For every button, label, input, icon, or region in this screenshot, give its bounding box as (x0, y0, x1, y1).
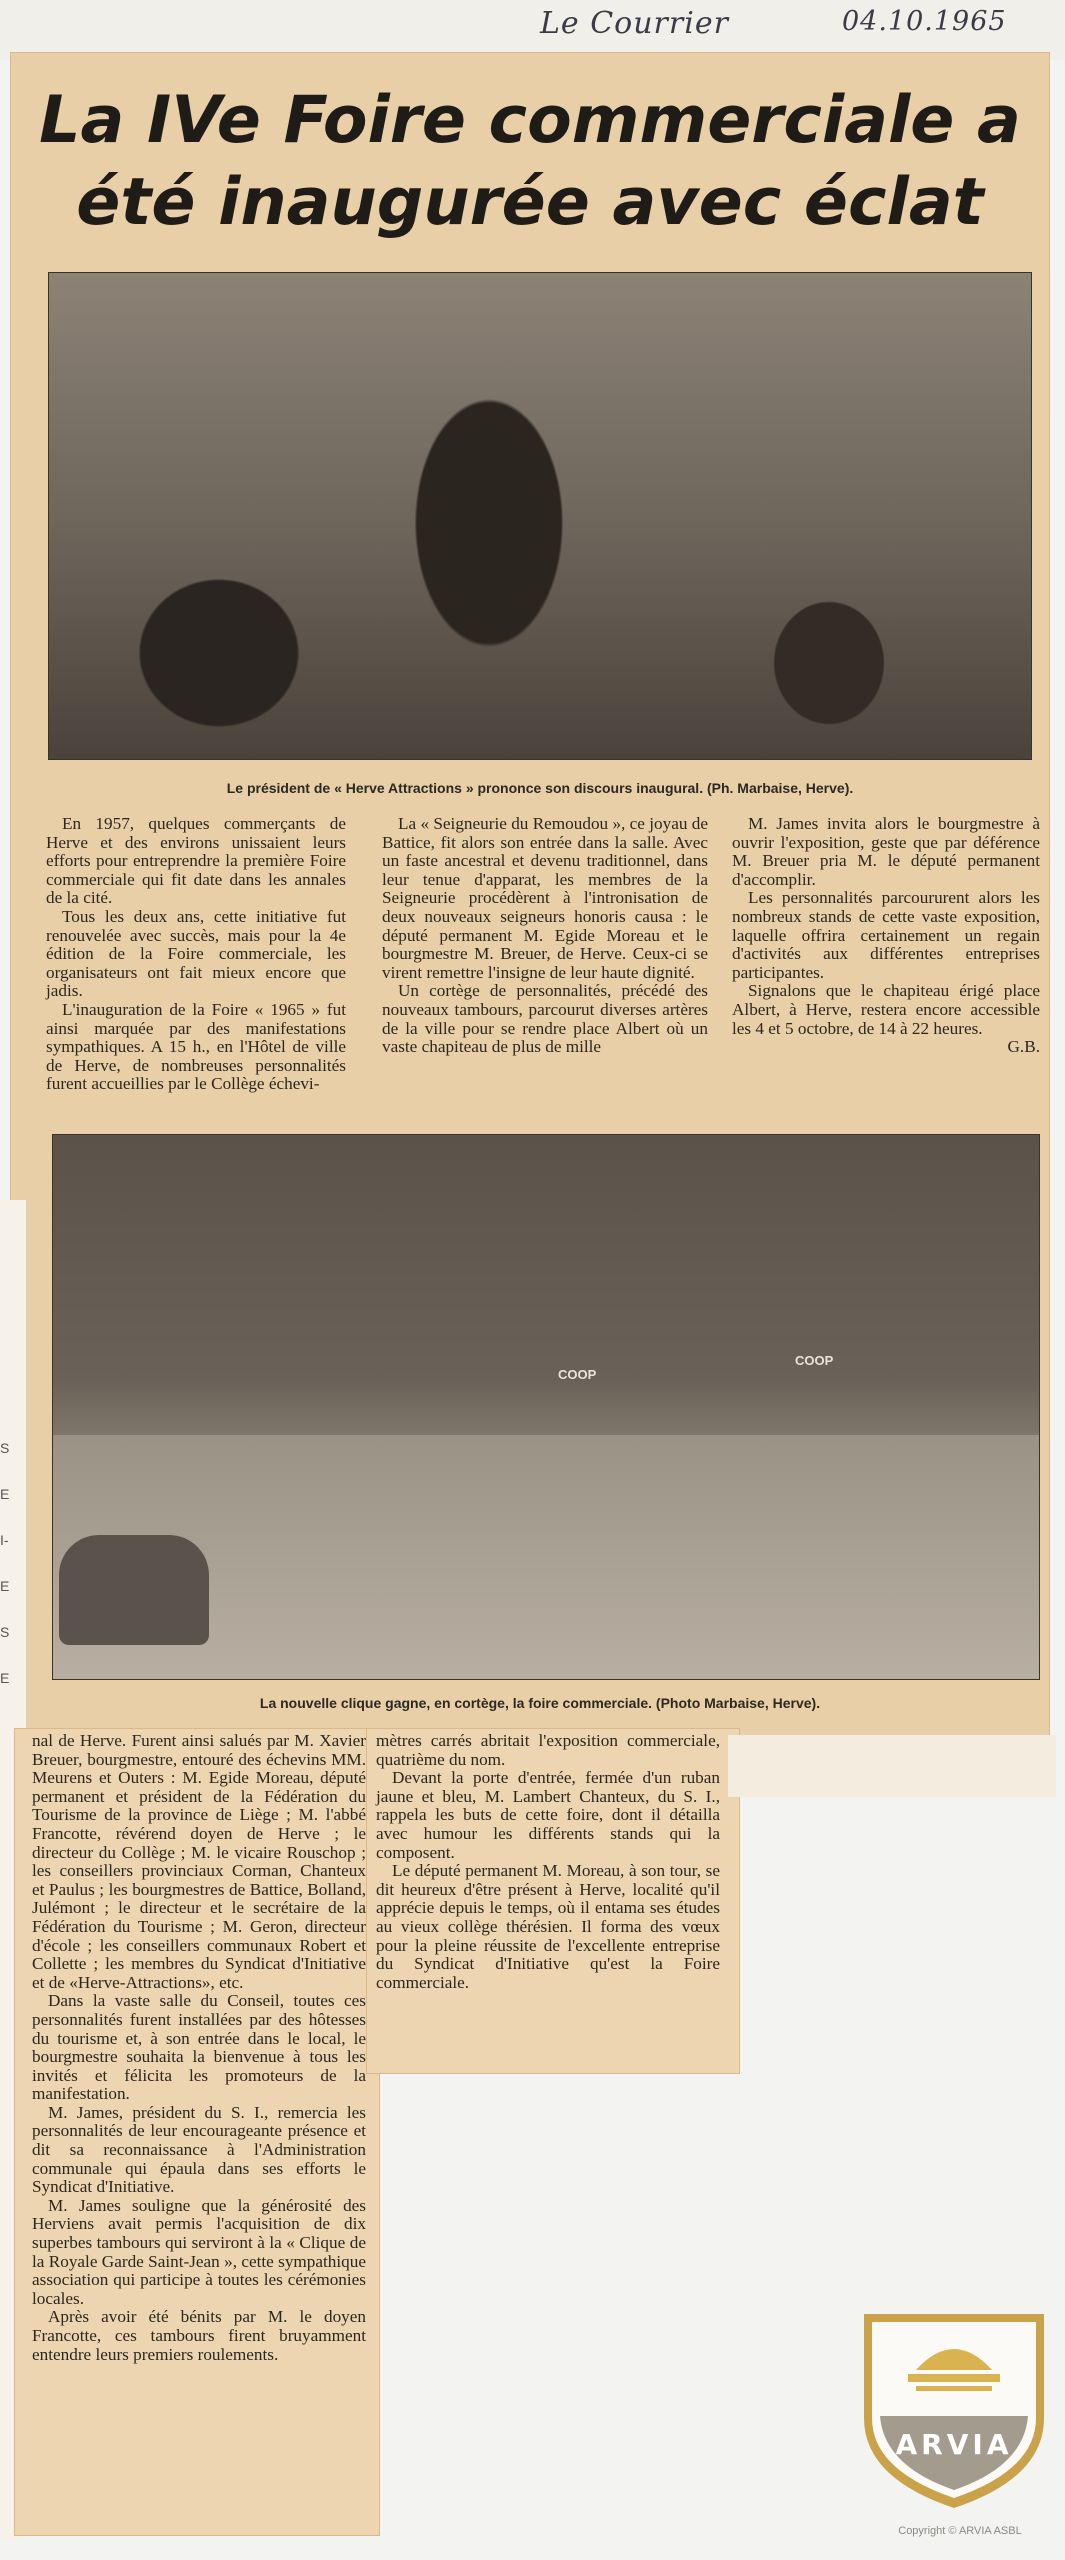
margin-mark: S (0, 1440, 10, 1456)
photo-inaugural-speech (48, 272, 1032, 760)
photo-caption-2: La nouvelle clique gagne, en cortège, la foire commerciale. (Photo Marbaise, Herve). (259, 1695, 821, 1711)
article-column-5 (376, 1732, 720, 1992)
shield-icon (856, 2308, 1052, 2512)
article-column-1 (46, 815, 346, 1094)
arvia-logo (856, 2308, 1052, 2512)
margin-mark: E (0, 1670, 10, 1686)
article-column-4 (32, 1732, 366, 2364)
photo-caption-1: Le président de « Herve Attractions » prononce son discours inaugural. (Ph. Marbaise, Herve). (226, 780, 854, 796)
shop-sign: COOP (795, 1353, 834, 1368)
paragraph: M. James, président du S. I., remercia les personnalités de leur encourageante présence et dit sa reconnaissance à l'Administration communale qui épaula dans ses efforts le Syndicat d'Initiative. (32, 2102, 366, 2197)
paper-fragment (728, 1735, 1056, 1797)
article-column-3 (732, 815, 1040, 1057)
paragraph: Le député permanent M. Moreau, à son tour, se dit heureux d'être présent à Herve, localité qu'il apprécie depuis le temps, où il entama ses études au vieux collège thérésien. Il forma des vœux pour la pleine réussite de l'excellente entreprise du Syndicat d'Initiative qu'est la Foire commerciale. (376, 1861, 720, 1992)
paragraph: M. James souligne que la générosité des Herviens avait permis l'acquisition de dix superbes tambours qui serviront à la « Clique de la Royale Garde Saint-Jean », cette sympathique association qui participe à toutes les cérémonies locales. (32, 2195, 366, 2308)
handwritten-date: 04.10.1965 (842, 6, 1007, 37)
article-headline: La IVe Foire commerciale a été inaugurée avec éclat (39, 83, 1021, 240)
paragraph: Dans la vaste salle du Conseil, toutes ces personnalités furent installées par des hôtesses du tourisme et, à son entrée dans le local, le bourgmestre souhaita la bienvenue à tous les invités et félicita les promoteurs de la manifestation. (32, 1991, 366, 2104)
article-column-2 (382, 815, 708, 1057)
margin-mark: E (0, 1578, 10, 1594)
paragraph: L'inauguration de la Foire « 1965 » fut ainsi marquée par des manifestations sympathiques. A 15 h., en l'Hôtel de ville de Herve, de nombreuses personnalités furent accueillies par le Collège échevi- (46, 999, 346, 1094)
margin-mark: E (0, 1486, 10, 1502)
logo-text: ARVIA (895, 2428, 1013, 2461)
car-shape (59, 1535, 209, 1645)
paragraph: Après avoir été bénits par M. le doyen Francotte, ces tambours firent bruyamment entendre leurs premiers roulements. (32, 2307, 366, 2364)
shop-sign: COOP (558, 1367, 597, 1382)
paragraph: nal de Herve. Furent ainsi salués par M. Xavier Breuer, bourgmestre, entouré des échevins MM. Meurens et Outers : M. Egide Moreau, député permanent et président de la Fédération du Tourisme de la province de Liège ; M. l'abbé Francotte, révérend doyen de Herve ; le directeur du Collège ; M. le vicaire Rouschop ; les conseillers provinciaux Corman, Chanteux et Paulus ; les bourgmestres de Battice, Bolland, Julémont ; le directeur et le secrétaire de la Fédération du Tourisme ; M. Geron, directeur d'école ; les conseillers communaux Robert et Collette ; les membres du Syndicat d'Initiative et de «Herve-Attractions», etc. (32, 1731, 366, 1992)
margin-mark: I- (0, 1532, 9, 1548)
paragraph: Signalons que le chapiteau érigé place Albert, à Herve, restera encore accessible les 4 et 5 octobre, de 14 à 22 heures. (732, 981, 1040, 1038)
paragraph: Un cortège de personnalités, précédé des nouveaux tambours, parcourut diverses artères de la ville pour se rendre place Albert où un vaste chapiteau de plus de mille (382, 981, 708, 1057)
paragraph: M. James invita alors le bourgmestre à ouvrir l'exposition, geste que par déférence M. Breuer pria M. le député permanent d'accomplir. (732, 814, 1040, 889)
copyright-notice: Copyright © ARVIA ASBL (898, 2525, 1022, 2537)
photo-drum-procession (52, 1134, 1040, 1680)
paragraph: Tous les deux ans, cette initiative fut renouvelée avec succès, mais pour la 4e édition de la Foire commerciale, les organisateurs ont fait mieux encore que jadis. (46, 906, 346, 1001)
paragraph: Les personnalités parcoururent alors les nombreux stands de cette vaste exposition, laquelle offrira certainement un regain d'activités aux différentes entreprises participantes. (732, 888, 1040, 982)
margin-mark: S (0, 1624, 10, 1640)
margin-marks (0, 1440, 20, 1716)
paragraph: mètres carrés abritait l'exposition commerciale, quatrième du nom. (376, 1731, 720, 1769)
handwritten-source: Le Courrier (540, 6, 729, 41)
paragraph: En 1957, quelques commerçants de Herve et des environs unissaient leurs efforts pour entreprendre la première Foire commerciale qui fit date dans les annales de la cité. (46, 814, 346, 908)
paragraph: Devant la porte d'entrée, fermée d'un ruban jaune et bleu, M. Lambert Chanteux, du S. I., rappela les buts de cette foire, dont il détailla avec humour les différents stands qui la composent. (376, 1768, 720, 1862)
paragraph: La « Seigneurie du Remoudou », ce joyau de Battice, fit alors son entrée dans la salle. Avec un faste ancestral et devenu traditionnel, dans leur tenue d'apparat, les membres de la Seigneurie procédèrent à l'intronisation de deux nouveaux seigneurs honoris causa : le député permanent M. Egide Moreau et le bourgmestre M. Breuer, de Herve. Ceux-ci se virent remettre l'insigne de leur haute dignité. (382, 814, 708, 982)
author-signature: G.B. (1007, 1037, 1040, 1057)
